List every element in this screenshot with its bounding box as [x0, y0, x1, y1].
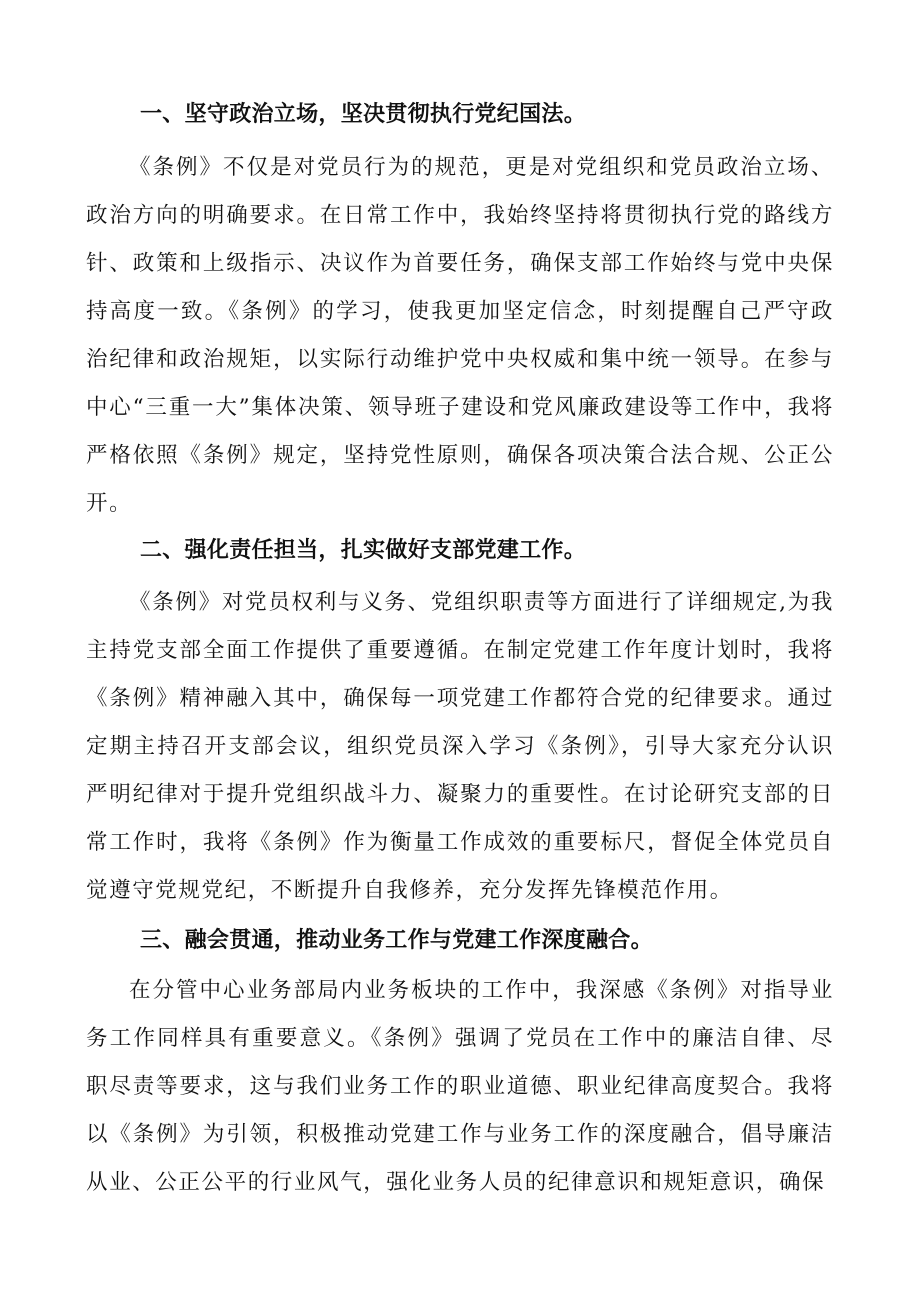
section-heading-1: 一、坚守政治立场，坚决贯彻执行党纪国法。	[140, 102, 587, 127]
section-body-1: 《条例》不仅是对党员行为的规范，更是对党组织和党员政治立场、政治方向的明确要求。在日常工作中，我始终坚持将贯彻执行党的路线方针、政策和上级指示、决议作为首要任务，确保支部工作始终与党中央保持高度一致。《条例》的学习，使我更加坚定信念，时刻提醒自己严守政治纪律和政治规矩，以实际行动维护党中央权威和集中统一领导。在参与中心“三重一大”集体决策、领导班子建设和党风廉政建设等工作中，我将严格依照《条例》规定，坚持党性原则，确保各项决策合法合规、公正公开。	[86, 155, 834, 516]
section-heading-2: 二、强化责任担当，扎实做好支部党建工作。	[140, 538, 587, 563]
section-body-3: 在分管中心业务部局内业务板块的工作中，我深感《条例》对指导业务工作同样具有重要意义。《条例》强调了党员在工作中的廉洁自律、尽职尽责等要求，这与我们业务工作的职业道德、职业纪律高度契合。我将以《条例》为引领，积极推动党建工作与业务工作的深度融合，倡导廉洁从业、公正公平的行业风气，强化业务人员的纪律意识和规矩意识，确保	[86, 978, 834, 1195]
section-body-2: 《条例》对党员权利与义务、党组织职责等方面进行了详细规定,为我主持党支部全面工作提供了重要遵循。在制定党建工作年度计划时，我将《条例》精神融入其中，确保每一项党建工作都符合党的纪律要求。通过定期主持召开支部会议，组织党员深入学习《条例》，引导大家充分认识严明纪律对于提升党组织战斗力、凝聚力的重要性。在讨论研究支部的日常工作时，我将《条例》作为衡量工作成效的重要标尺，督促全体党员自觉遵守党规党纪，不断提升自我修养，充分发挥先锋模范作用。	[86, 590, 834, 903]
section-heading-3: 三、融会贯通，推动业务工作与党建工作深度融合。	[140, 928, 653, 953]
